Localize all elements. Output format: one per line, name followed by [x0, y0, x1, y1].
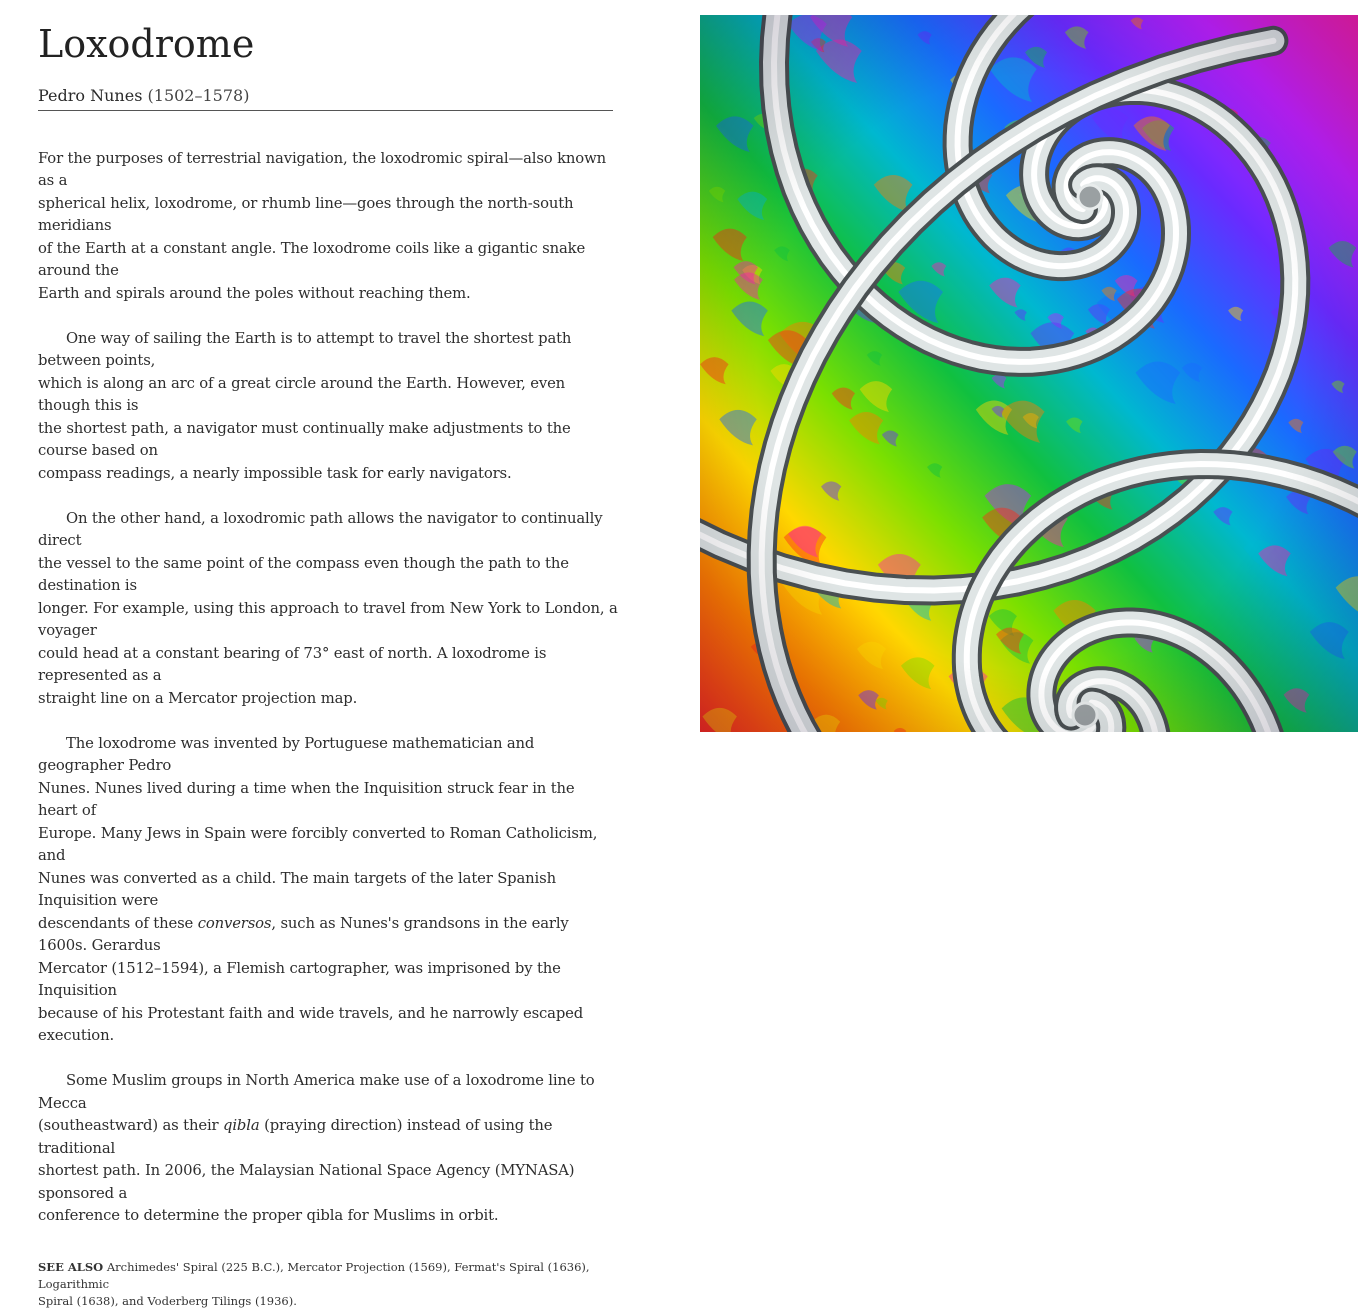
article-body: [38, 125, 618, 1250]
italic-term-conversos: conversos: [197, 914, 272, 932]
paragraph-5: [38, 1070, 618, 1228]
paragraph-1: For the purposes of terrestrial navigation, the loxodromic spiral—also known as a spherical helix, loxodrome, or rhumb line—goes through the north-south meridians of the Earth at a constant angle. The loxodrome coils like a gigantic snake around the Earth and spirals around the poles without reaching them.: [38, 149, 606, 302]
paragraph-4-text-a: The loxodrome was invented by Portuguese mathematician and geographer Pedro Nunes. Nunes lived during a time when the Inquisition struck fear in the heart of Europe. Many Jews in Spain were forcibly converted to Roman Catholicism, and Nunes was converted as a child. The main targets of the later Spanish Inquisition were descendants of these: [38, 734, 598, 932]
author-dates: (1502–1578): [147, 86, 250, 105]
paragraph-4: [38, 733, 618, 1048]
paragraph-5-text-a: Some Muslim groups in North America make use of a loxodrome line to Mecca (southeastward) as their: [38, 1072, 595, 1134]
article-text-column: [38, 18, 618, 1310]
paragraph-2: One way of sailing the Earth is to attempt to travel the shortest path between points, which is along an arc of a great circle around the Earth. However, even though this is the shortest path, a navigator must continually make adjustments to the course based on compass readings, a nearly impossible task for early navigators.: [38, 329, 572, 482]
spiral-artwork: [700, 15, 1358, 732]
paragraph-5-text-b: (praying direction) instead of using the traditional shortest path. In 2006, the Malaysian National Space Agency (MYNASA) sponsored a conference to determine the proper qibla for Muslims in orbit.: [38, 1117, 575, 1224]
see-also-text: Archimedes' Spiral (225 B.C.), Mercator Projection (1569), Fermat's Spiral (1636), Logarithmic Spiral (1638), and Voderberg Tilings (1936).: [38, 1260, 590, 1308]
paragraph-4-text-b: , such as Nunes's grandsons in the early 1600s. Gerardus Mercator (1512–1594), a Flemish cartographer, was imprisoned by the Inquisition because of his Protestant faith and wide travels, and he narrowly escaped execution.: [38, 914, 584, 1044]
italic-term-qibla: qibla: [223, 1117, 260, 1134]
loxodrome-spiral-image: [700, 15, 1358, 732]
see-also-note: [38, 1259, 613, 1310]
author-heading: [38, 86, 613, 111]
paragraph-3: On the other hand, a loxodromic path allows the navigator to continually direct the vessel to the same point of the compass even though the path to the destination is longer. For example, using this approach to travel from New York to London, a voyager could head at a constant bearing of 73° east of north. A loxodrome is represented as a straight line on a Mercator projection map.: [38, 509, 618, 707]
author-name: Pedro Nunes: [38, 86, 143, 105]
page-title: Loxodrome: [38, 22, 255, 66]
see-also-label: SEE ALSO: [38, 1260, 104, 1274]
